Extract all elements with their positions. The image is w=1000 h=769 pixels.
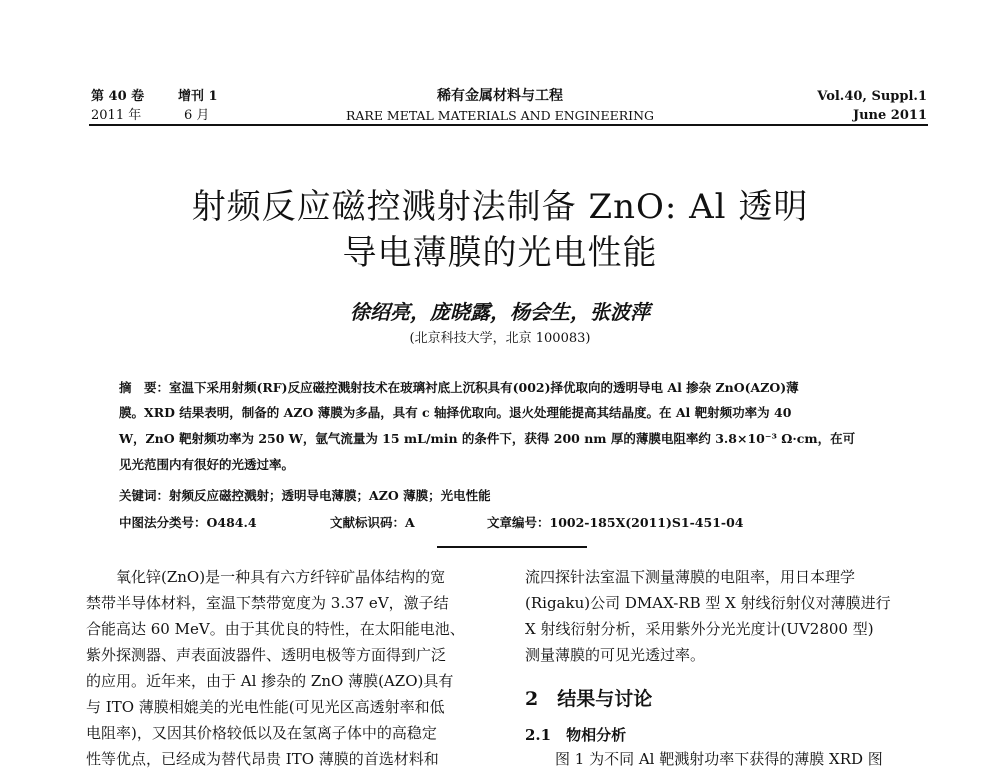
body-left-line: 合能高达 60 MeV。由于其优良的特性，在太阳能电池、 [86,620,465,638]
authors: 徐绍亮，庞晓露，杨会生，张波萍 [350,300,650,324]
body-left-line: 氧化锌(ZnO)是一种具有六方纤锌矿晶体结构的宽 [86,568,446,586]
header-journal-cn: 稀有金属材料与工程 [437,88,563,104]
body-left-line: 紫外探测器、声表面波器件、透明电极等方面得到广泛 [86,646,447,664]
abstract-line: 见光范围内有很好的光透过率。 [119,457,295,472]
section-heading: 2 结果与讨论 [525,688,653,710]
body-left-line: 电阻率)，又因其价格较低以及在氢离子体中的高稳定 [86,724,437,742]
header-vol-en: Vol.40, Suppl.1 [817,89,927,104]
abstract-line: 膜。XRD 结果表明，制备的 AZO 薄膜为多晶，具有 c 轴择优取向。退火处理能提高其结晶度。在 Al 靶射频功率为 40 [119,405,792,420]
subsection-heading: 2.1 物相分析 [525,726,627,744]
header-issue: 增刊 1 [178,89,218,104]
document-code: 文献标识码：A [330,515,415,530]
body-right-line: X 射线衍射分析，采用紫外分光光度计(UV2800 型) [525,620,874,638]
clc-number: 中图法分类号：O484.4 [119,515,257,530]
keywords: 关键词：射频反应磁控溅射；透明导电薄膜；AZO 薄膜；光电性能 [119,488,491,503]
body-right-line: 图 1 为不同 Al 靶溅射功率下获得的薄膜 XRD 图 [525,750,883,768]
header-date-en: June 2011 [852,108,927,123]
body-left-line: 性等优点，已经成为替代昂贵 ITO 薄膜的首选材料和 [86,750,439,768]
body-left-line: 与 ITO 薄膜相媲美的光电性能(可见光区高透射率和低 [86,698,445,716]
body-right-line: 流四探针法室温下测量薄膜的电阻率，用日本理学 [525,568,856,586]
abstract-line: 摘 要：室温下采用射频(RF)反应磁控溅射技术在玻璃衬底上沉积具有(002)择优取向的透明导电 Al 掺杂 ZnO(AZO)薄 [119,380,799,395]
section-separator [437,546,587,548]
article-number: 文章编号：1002-185X(2011)S1-451-04 [487,515,744,530]
title-line-1: 射频反应磁控溅射法制备 ZnO: Al 透明 [191,187,809,227]
body-right-line: (Rigaku)公司 DMAX-RB 型 X 射线衍射仪对薄膜进行 [525,594,891,612]
body-left-line: 的应用。近年来，由于 Al 掺杂的 ZnO 薄膜(AZO)具有 [86,672,454,690]
abstract-line: W，ZnO 靶射频功率为 250 W，氩气流量为 15 mL/min 的条件下，获得 200 nm 厚的薄膜电阻率约 3.8×10⁻³ Ω·cm，在可 [119,431,856,446]
affiliation: (北京科技大学，北京 100083) [409,331,591,346]
header-journal-en: RARE METAL MATERIALS AND ENGINEERING [345,108,655,123]
header-volume: 第 40 卷 [91,89,145,104]
header-month: 6 月 [184,108,210,123]
header-rule [89,124,928,126]
header-year: 2011 年 [91,108,142,123]
body-right-line: 测量薄膜的可见光透过率。 [525,646,706,664]
title-line-2: 导电薄膜的光电性能 [342,233,658,273]
body-left-line: 禁带半导体材料，室温下禁带宽度为 3.37 eV，激子结 [86,594,449,612]
